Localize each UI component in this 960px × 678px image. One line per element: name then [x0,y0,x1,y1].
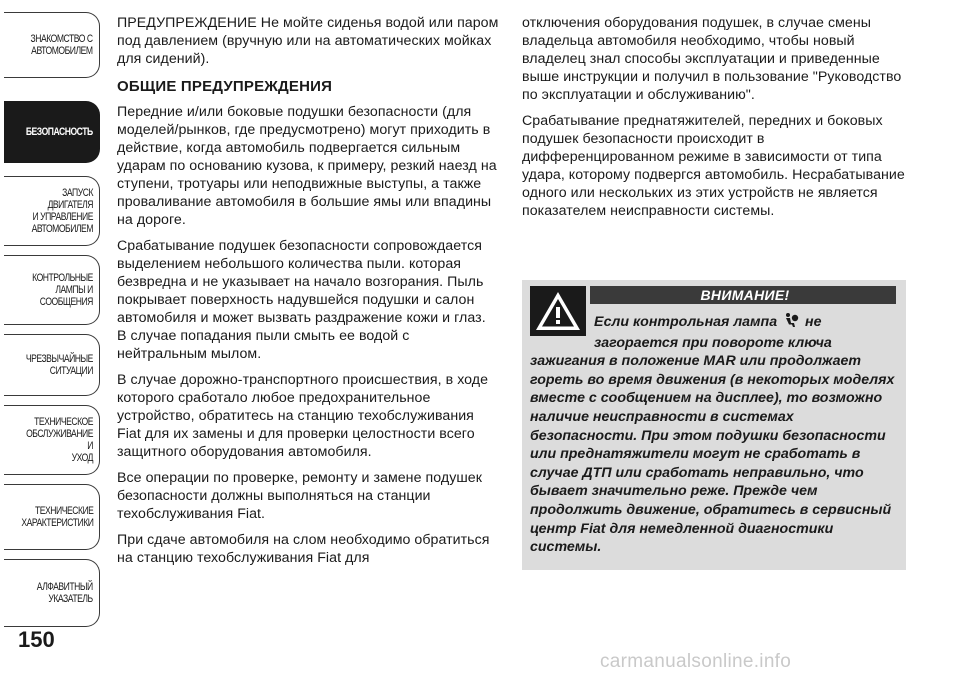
paragraph-accident: В случае дорожно-транспортного происшествия, в ходе которого сработало любое предохранительное устройство, обратитесь на станцию техобслуживания Fiat для их замены и для проверки целостности всего защитного оборудования автомобиля. [117,372,489,460]
right-column [522,14,910,228]
paragraph-pretensioners: Срабатывание преднатяжителей, передних и боковых подушек безопасности происходит в дифференцированном режиме в зависимости от типа удара, которому подвергся автомобиль. Несрабатывание одного или нескольких из этих устройств не является показателем неисправности системы. [522,113,905,219]
tab-warning-lights-messages[interactable]: КОНТРОЛЬНЫЕ ЛАМПЫ И СООБЩЕНИЯ [4,255,100,325]
page-number: 150 [18,627,55,652]
warning-text-start: Если контрольная лампа [594,314,778,330]
tab-vehicle-intro[interactable]: ЗНАКОМСТВО С АВТОМОБИЛЕМ [4,12,100,78]
section-heading: ОБЩИЕ ПРЕДУПРЕЖДЕНИЯ [117,78,333,95]
warning-box [522,280,906,570]
watermark: carmanualsonline.info [600,651,792,672]
warning-text-rest: не загорается при повороте ключа зажигания в положение MAR или продолжает гореть во время движения (в некоторых моделях вместе с сообщением на дисплее), то возможно наличие неисправности в системах безопасности. При этом подушки безопасности или преднатяжители могут не сработать в случае ДТП или сработать неправильно, что бывает значительно реже. Прежде чем продолжить движение, обратитесь в сервисный центр Fiat для немедленной диагностики системы. [530,314,895,556]
warning-title: ВНИМАНИЕ! [590,286,896,304]
chapter-sidebar [0,0,101,640]
tab-emergency[interactable]: ЧРЕЗВЫЧАЙНЫЕ СИТУАЦИИ [4,334,100,396]
paragraph-scrapping: При сдаче автомобиля на слом необходимо обратиться на станцию техобслуживания Fiat для [117,532,490,566]
paragraph-service-operations: Все операции по проверке, ремонту и замене подушек безопасности должны выполняться на станции техобслуживания Fiat. [117,470,482,522]
paragraph-owner-change: отключения оборудования подушек, в случае смены владельца автомобиля необходимо, чтобы новый владелец знал способы эксплуатации и приведенные выше инструкции и получил в пользование "Руководство по эксплуатации и обслуживанию". [522,15,902,103]
warning-text [530,312,896,557]
tab-safety[interactable]: БЕЗОПАСНОСТЬ [4,101,100,163]
tab-index[interactable]: АЛФАВИТНЫЙ УКАЗАТЕЛЬ [4,559,100,627]
left-column [117,14,499,575]
tab-specifications[interactable]: ТЕХНИЧЕСКИЕ ХАРАКТЕРИСТИКИ [4,484,100,550]
warning-triangle-icon [530,286,586,336]
tab-engine-start-driving[interactable]: ЗАПУСК ДВИГАТЕЛЯ И УПРАВЛЕНИЕ АВТОМОБИЛЕМ [4,176,100,246]
tab-maintenance-care[interactable]: ТЕХНИЧЕСКОЕ ОБСЛУЖИВАНИЕ И УХОД [4,405,100,475]
paragraph-airbag-deployment: Передние и/или боковые подушки безопасности (для моделей/рынков, где предусмотрено) могут приходить в действие, когда автомобиль подвергается сильным ударам по основанию кузова, к примеру, резкий наезд на ступени, тротуары или неподвижные выступы, а также проваливание автомобиля в большие ямы или впадины на дороге. [117,104,497,228]
airbag-warning-lamp-icon [783,312,799,334]
paragraph-airbag-dust: Срабатывание подушек безопасности сопровождается выделением небольшого количества пыли. которая безвредна и не указывает на начало возгорания. Пыль покрывает поверхность надувшейся подушки и салон автомобиля и может вызвать раздражение кожи и глаз. В случае попадания пыли смыть ее водой с нейтральным мылом. [117,238,486,362]
paragraph-seat-washing: ПРЕДУПРЕЖДЕНИЕ Не мойте сиденья водой или паром под давлением (вручную или на автоматических мойках для сидений). [117,15,499,67]
